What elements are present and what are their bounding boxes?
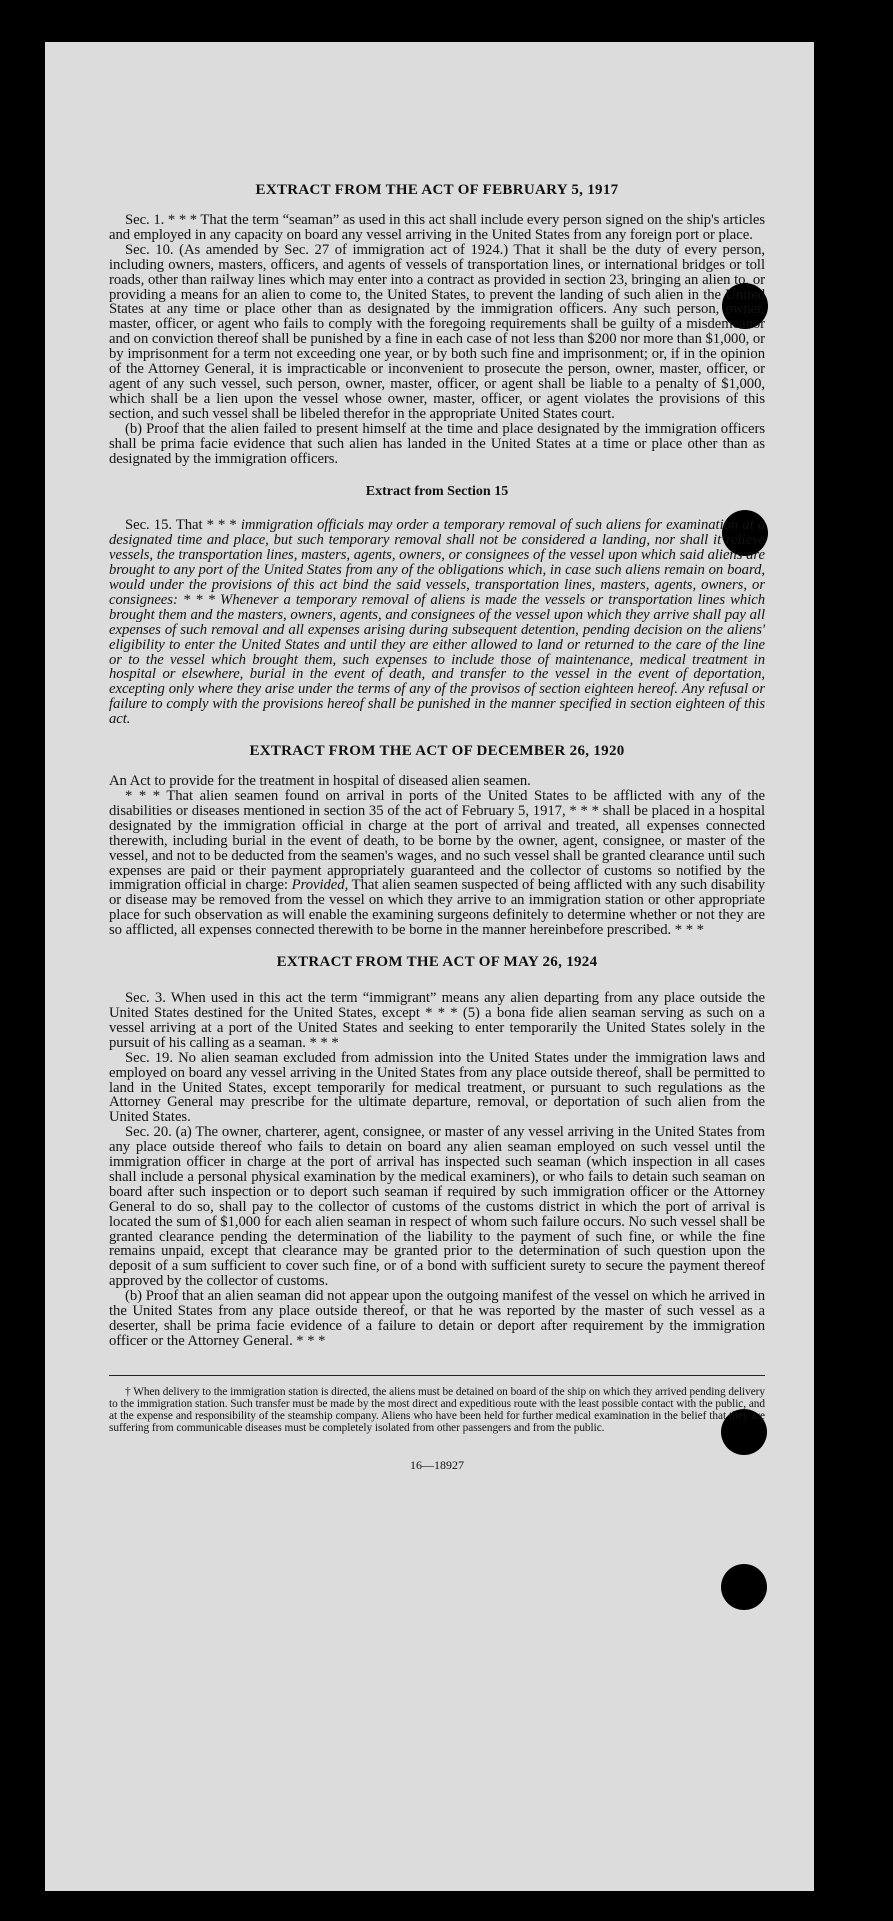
heading-act-1917: EXTRACT FROM THE ACT OF FEBRUARY 5, 1917 bbox=[255, 182, 619, 198]
section-1-paragraph: Sec. 1. * * * That the term “seaman” as used in this act shall include every person signed on the ship's articles and employed in any capacity on board any vessel arriving in the United States from any foreign port or place. bbox=[109, 212, 765, 243]
section-15-lead: Sec. 15. That * * * bbox=[125, 517, 241, 534]
section-10b-paragraph: (b) Proof that the alien failed to present himself at the time and place designated by the immigration officers shall be prima facie evidence that such alien has landed in the United States at a time or place other than as designated by the immigration officers. bbox=[109, 420, 765, 467]
section-20b-paragraph: (b) Proof that an alien seaman did not appear upon the outgoing manifest of the vessel on which he arrived in the United States from any place outside thereof, or that he was reported by the master of such vessel as a deserter, shall be prima facie evidence of a failure to detain or deport after requirement by the immigration officer or the Attorney General. * * * bbox=[109, 1288, 765, 1349]
act-1920-text-a: * * * That alien seamen found on arrival in ports of the United States to be afflicted with any of the disabilities or diseases mentioned in section 35 of the act of February 5, 1917, * * * shall be placed in a hospital designated by the immigration official in charge at the port of arrival and treated, all expenses connected therewith, including burial in the event of death, to be borne by the owner, agent, consignee, or master of the vessel, and not to be deducted from the seamen's wages, and no such vessel shall be granted clearance until such expenses are paid or their payment appropriately guaranteed and the collector of customs so notified by the immigration official in charge: bbox=[109, 788, 765, 894]
document-body bbox=[109, 182, 765, 1473]
document-page bbox=[45, 42, 814, 1891]
page-number: 16—18927 bbox=[410, 1458, 464, 1473]
heading-act-1924: EXTRACT FROM THE ACT OF MAY 26, 1924 bbox=[276, 954, 598, 971]
footnote-divider bbox=[109, 1375, 765, 1376]
heading-section-15: Extract from Section 15 bbox=[365, 484, 509, 500]
act-1920-paragraph bbox=[109, 789, 765, 938]
act-1920-title: An Act to provide for the treatment in hospital of diseased alien seamen. bbox=[109, 773, 531, 790]
footnote: † When delivery to the immigration station is directed, the aliens must be detained on board of the ship on which they arrived pending delivery to the immigration station. Such transfer must be made by the most direct and expeditious route with the least possible contact with the public, and at the expense and responsibility of the steamship company. Aliens who have been held for further medical examination in the belief that they are suffering from communicable diseases must be completely isolated from other passengers and from the public. bbox=[109, 1385, 765, 1435]
section-20a-paragraph: Sec. 20. (a) The owner, charterer, agent, consignee, or master of any vessel arriving in the United States from any place outside thereof who fails to detain on board any alien seaman employed on such vessel until the immigration officer in charge at the port of arrival has inspected such seaman (which inspection in all cases shall include a personal physical examination by the medical examiners), or who fails to detain such seaman on board after such inspection or to deport such seaman if required by such immigration officer or the Attorney General to do so, shall pay to the collector of customs of the customs district in which the port of arrival is located the sum of $1,000 for each alien seaman in respect of whom such failure occurs. No such vessel shall be granted clearance pending the determination of the liability to the payment of such fine, or while the fine remains unpaid, except that clearance may be granted prior to the determination of such question upon the deposit of a sum sufficient to cover such fine, or of a bond with sufficient surety to secure the payment thereof approved by the collector of customs. bbox=[109, 1124, 765, 1290]
heading-act-1920: EXTRACT FROM THE ACT OF DECEMBER 26, 1920 bbox=[249, 743, 625, 760]
section-19-paragraph: Sec. 19. No alien seaman excluded from admission into the United States under the immigration laws and employed on board any vessel arriving in the United States from any place outside thereof, shall be permitted to land in the United States, except temporarily for medical treatment, or pursuant to such regulations as the Attorney General may prescribe for the ultimate departure, removal, or deportation of such alien from the United States. bbox=[109, 1049, 765, 1126]
section-15-body: immigration officials may order a temporary removal of such aliens for examination at a designated time and place, but such temporary removal shall not be considered a landing, nor shall it relieve vessels, the transportation lines, masters, agents, owners, or consignees of the vessel upon which said aliens are brought to any port of the United States from any of the obligations which, in case such aliens remain on board, would under the provisions of this act bind the said vessels, transportation lines, masters, agents, owners, or consignees: * * * Whenever a temporary removal of aliens is made the vessels or transportation lines which brought them and the masters, owners, agents, and consignees of the vessel upon which they arrive shall pay all expenses of such removal and all expenses arising during subsequent detention, pending decision on the aliens' eligibility to enter the United States and until they are either allowed to land or returned to the care of the line or to the vessel which brought them, such expenses to include those of maintenance, medical treatment in hospital or elsewhere, burial in the event of death, and transfer to the vessel in the event of deportation, excepting only where they arise under the terms of any of the provisos of section eighteen hereof. Any refusal or failure to comply with the provisions hereof shall be punished in the manner specified in section eighteen of this act. bbox=[109, 517, 765, 728]
punch-hole bbox=[721, 1564, 767, 1610]
section-15-paragraph bbox=[109, 518, 765, 727]
act-1920-text-b: That alien seamen suspected of being afflicted with any such disability or disease may be removed from the vessel on which they arrive to an immigration station or other appropriate place for such observation as will enable the examining surgeons definitely to determine whether or not they are so afflicted, all expenses connected therewith to be borne in the manner hereinbefore prescribed. * * * bbox=[109, 877, 765, 939]
act-1920-provided: Provided, bbox=[291, 877, 349, 894]
section-10-paragraph: Sec. 10. (As amended by Sec. 27 of immigration act of 1924.) That it shall be the duty of every person, including owners, masters, officers, and agents of vessels of transportation lines, or international bridges or toll roads, other than railway lines which may enter into a contract as provided in section 23, bringing an alien to, or providing a means for an alien to come to, the United States, to prevent the landing of such alien in the United States at any time or place other than as designated by the immigration officers. Any such person, owner, master, officer, or agent who fails to comply with the foregoing requirements shall be guilty of a misdemeanor and on conviction thereof shall be punished by a fine in each case of not less than $200 nor more than $1,000, or by imprisonment for a term not exceeding one year, or by both such fine and imprisonment; or, if in the opinion of the Attorney General, it is impracticable or inconvenient to prosecute the person, owner, master, officer, or agent of any such vessel, such person, owner, master, officer, or agent shall be liable to a penalty of $1,000, which shall be a lien upon the vessel whose owner, master, officer, or agent violates the provisions of this section, and such vessel shall be libeled therefor in the appropriate United States court. bbox=[109, 241, 765, 422]
section-3-paragraph: Sec. 3. When used in this act the term “immigrant” means any alien departing from any place outside the United States destined for the United States, except * * * (5) a bona fide alien seaman serving as such on a vessel arriving at a port of the United States and seeking to enter temporarily the United States solely in the pursuit of his calling as a seaman. * * * bbox=[109, 990, 765, 1051]
